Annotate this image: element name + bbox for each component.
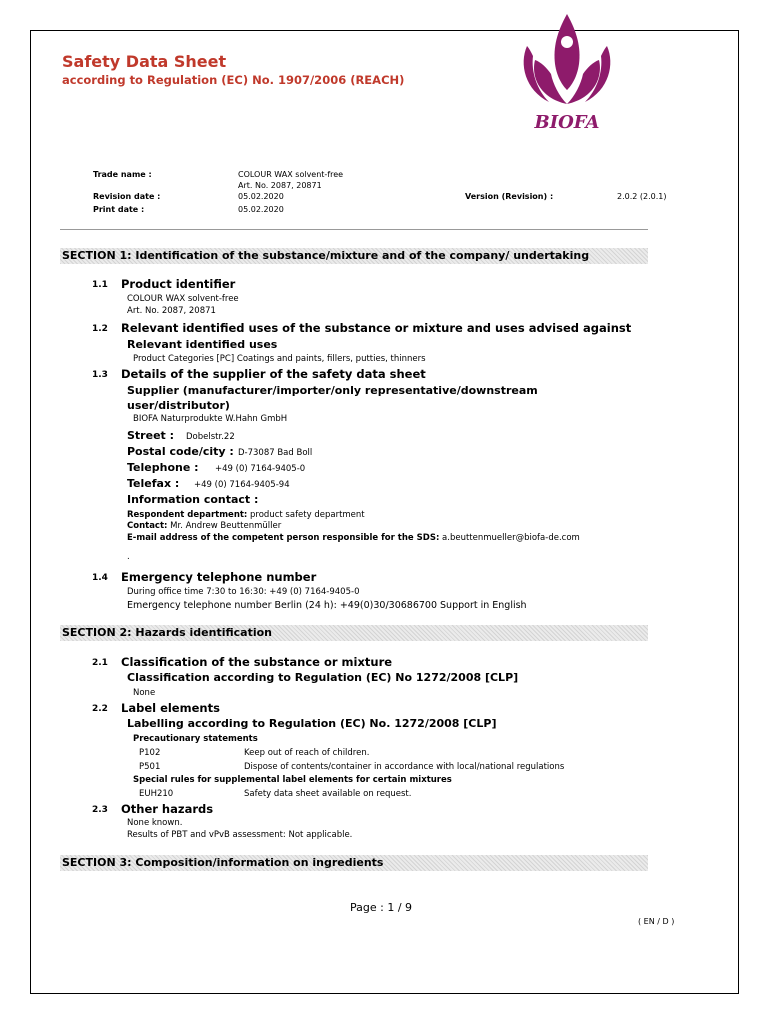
s1-1-art-no: Art. No. 2087, 20871 [127, 306, 216, 316]
s1-4-title: Emergency telephone number [121, 570, 317, 584]
s1-3-number: 1.3 [92, 370, 108, 380]
contact-line [127, 521, 281, 531]
euh210-text: Safety data sheet available on request. [244, 789, 412, 799]
s1-1-number: 1.1 [92, 280, 108, 290]
information-contact-label: Information contact : [127, 493, 259, 506]
email-line [127, 533, 580, 543]
section2-heading: SECTION 2: Hazards identification [60, 625, 648, 641]
euh210-code: EUH210 [139, 789, 174, 799]
s1-3-supplier-heading-line1: Supplier (manufacturer/importer/only representative/downstream [127, 384, 538, 397]
version-label: Version (Revision) : [465, 192, 554, 201]
s2-1-number: 2.1 [92, 658, 108, 668]
p501-code: P501 [139, 762, 161, 772]
telephone-label: Telephone : [127, 461, 199, 474]
postal-label: Postal code/city : [127, 445, 234, 458]
s2-3-pbt-results: Results of PBT and vPvB assessment: Not applicable. [127, 830, 353, 840]
p501-text: Dispose of contents/container in accordance with local/national regulations [244, 762, 565, 772]
s1-4-office-hours: During office time 7:30 to 16:30: +49 (0) 7164-9405-0 [127, 587, 360, 597]
revision-date-value: 05.02.2020 [238, 192, 284, 201]
logo-wordmark: BIOFA [534, 112, 600, 132]
trade-name-value: COLOUR WAX solvent-free [238, 170, 344, 179]
separator-dot: . [127, 552, 130, 562]
special-rules-label: Special rules for supplemental label elements for certain mixtures [133, 775, 452, 785]
street-label: Street : [127, 429, 175, 442]
email-label: E-mail address of the competent person responsible for the SDS: [127, 533, 440, 543]
document-subtitle: according to Regulation (EC) No. 1907/2006 (REACH) [62, 73, 405, 87]
version-value: 2.0.2 (2.0.1) [617, 192, 667, 201]
s1-1-title: Product identifier [121, 277, 236, 291]
s2-3-number: 2.3 [92, 805, 108, 815]
p102-code: P102 [139, 748, 161, 758]
s2-2-number: 2.2 [92, 704, 108, 714]
section3-heading: SECTION 3: Composition/information on ingredients [60, 855, 648, 871]
s2-1-title: Classification of the substance or mixture [121, 655, 393, 669]
page-number: Page : 1 / 9 [350, 901, 413, 914]
biofa-logo [497, 12, 637, 132]
s1-3-title: Details of the supplier of the safety data sheet [121, 367, 426, 381]
telefax-value: +49 (0) 7164-9405-94 [194, 480, 290, 490]
revision-date-label: Revision date : [93, 192, 161, 201]
respondent-line [127, 510, 365, 520]
contact-value: Mr. Andrew Beuttenmüller [170, 521, 282, 531]
s1-4-emergency-berlin: Emergency telephone number Berlin (24 h): +49(0)30/30686700 Support in English [127, 600, 527, 611]
s2-3-none-known: None known. [127, 818, 183, 828]
supplier-name: BIOFA Naturprodukte W.Hahn GmbH [133, 414, 288, 424]
s2-2-subtitle: Labelling according to Regulation (EC) No. 1272/2008 [CLP] [127, 717, 497, 730]
print-date-value: 05.02.2020 [238, 205, 284, 214]
telephone-value: +49 (0) 7164-9405-0 [215, 464, 306, 474]
document-title: Safety Data Sheet [62, 52, 227, 71]
print-date-label: Print date : [93, 205, 145, 214]
s1-4-number: 1.4 [92, 573, 108, 583]
s2-1-subtitle: Classification according to Regulation (EC) No 1272/2008 [CLP] [127, 671, 519, 684]
s2-2-title: Label elements [121, 701, 220, 715]
section1-heading: SECTION 1: Identification of the substance/mixture and of the company/ undertaking [60, 248, 648, 264]
respondent-label: Respondent department: [127, 510, 248, 520]
telefax-label: Telefax : [127, 477, 180, 490]
art-no-value: Art. No. 2087, 20871 [238, 181, 322, 190]
s1-2-text: Product Categories [PC] Coatings and paints, fillers, putties, thinners [133, 354, 426, 364]
language-code: ( EN / D ) [638, 917, 675, 926]
s1-1-product-name: COLOUR WAX solvent-free [127, 294, 239, 304]
p102-text: Keep out of reach of children. [244, 748, 370, 758]
s1-2-title: Relevant identified uses of the substance or mixture and uses advised against [121, 321, 632, 335]
email-value[interactable]: a.beuttenmueller@biofa-de.com [442, 533, 580, 543]
s1-2-subtitle: Relevant identified uses [127, 338, 278, 351]
s1-3-supplier-heading-line2: user/distributor) [127, 399, 230, 412]
s2-3-title: Other hazards [121, 802, 214, 816]
postal-value: D-73087 Bad Boll [238, 448, 313, 458]
contact-label: Contact: [127, 521, 168, 531]
header-divider [60, 229, 648, 230]
s1-2-number: 1.2 [92, 324, 108, 334]
street-value: Dobelstr.22 [186, 432, 235, 442]
s2-1-text: None [133, 688, 156, 698]
trade-name-label: Trade name : [93, 170, 152, 179]
respondent-value: product safety department [250, 510, 365, 520]
precautionary-label: Precautionary statements [133, 734, 258, 744]
